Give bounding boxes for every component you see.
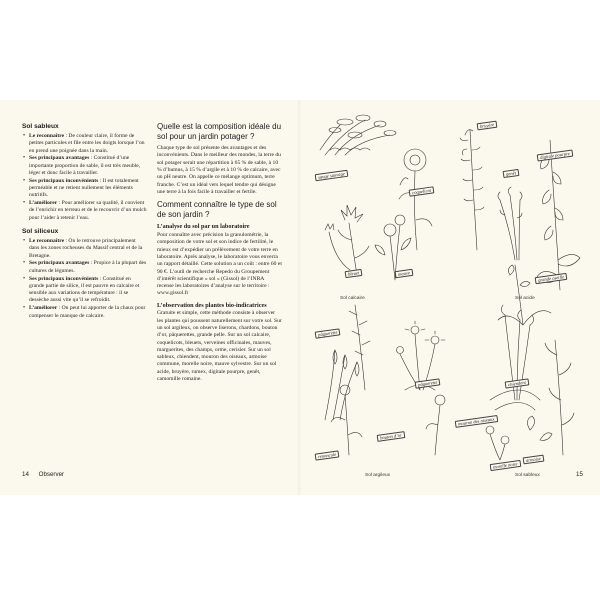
tag-genet: genêt (503, 169, 520, 178)
question-composition: Quelle est la composition idéale du sol pour un jardin potager ? (157, 122, 282, 141)
caption-sol-acide: Sol acide (515, 296, 535, 301)
plant-sauge-drawing (320, 115, 396, 155)
list-item (22, 260, 147, 275)
list-item (22, 276, 147, 305)
plant-bleuet-drawing (325, 205, 369, 275)
caption-sol-calcaire: Sol calcaire (340, 296, 365, 301)
book-spread (0, 100, 600, 495)
tag-coquelicot: coquelicot (409, 186, 435, 196)
caption-sol-argileux: Sol argileux (365, 473, 391, 478)
paragraph-composition: Chaque type de sol présente des avantages et des inconvénients. Dans le meilleur des mondes, la terre du sol potager serait une répartition à 65 % de sable, à 10 % d’humus, à 15 % d’argile et à 10 % de calcaire, avec un pH neutre. On appelle ce mélange optimum, terre franche. C’est un idéal vers lequel tendre qui désigne une terre à la fois facile à travailler et fertile. (157, 145, 281, 195)
tag-morelle: morelle noire (490, 460, 521, 471)
tag-armoise: armoise (523, 455, 545, 465)
subheading-observation: L’observation des plantes bio-indicatrices (157, 301, 267, 309)
middle-text-column (157, 122, 282, 387)
plant-bruyere-drawing (460, 130, 484, 250)
list-sol-sableux (22, 133, 147, 222)
item-text: : De couleur claire, il forme de petites particules et file entre les doigts lorsque l’on en prend une poignée dans la main. (29, 133, 145, 154)
tag-renoncule: renoncule (315, 450, 340, 460)
question-type-sol: Comment connaître le type de sol de son jardin ? (157, 200, 277, 219)
plant-coquelicot-drawing (399, 149, 432, 250)
item-text: : Constitué en grande partie de silice, il est pauvre en calcaire et sensible aux variations de température : il se dessèche aussi vite qu’il se refroidit. (29, 275, 140, 304)
plant-renoncule-drawing (331, 385, 445, 455)
plant-genet-drawing (498, 187, 522, 260)
caption-sol-sableux: Sol sableux (515, 473, 540, 478)
item-text: : Pour améliorer sa qualité, il convient de l’enrichir en terreau et de le recouvrir d’un mulch pour l’aider à retenir l’eau. (29, 200, 147, 221)
left-text-column (22, 123, 147, 324)
footer-left (22, 471, 64, 478)
section-sol-siliceux (22, 228, 147, 320)
item-label: Ses principaux avantages (29, 155, 90, 162)
item-label: L’améliorer (29, 305, 58, 312)
list-item (22, 155, 147, 177)
list-item (22, 238, 147, 260)
page-number-right: 15 (576, 471, 583, 478)
tag-argileux-1: pâquerette (315, 328, 341, 338)
tag-bruyere: bruyère (477, 121, 498, 131)
plant-sableux-drawing (486, 305, 574, 460)
page-gutter (298, 100, 302, 495)
item-label: Ses principaux inconvénients (29, 177, 99, 184)
tag-digitale: digitale pourpre (537, 150, 573, 162)
tag-chiendent: chiendent (505, 378, 530, 388)
tag-mauve: mauve (395, 269, 414, 278)
item-label: Ses principaux avantages (29, 260, 90, 267)
tag-paquerette: pâquerette (415, 378, 441, 388)
page-number-left: 14 (22, 471, 29, 478)
item-text: : Propice à la plupart des cultures de légumes. (29, 260, 147, 274)
plant-digitale-drawing (537, 140, 580, 290)
section-name: Observer (38, 471, 65, 478)
tag-bouton-or: bouton d’or (377, 431, 406, 442)
list-sol-siliceux (22, 238, 147, 320)
tag-sauge: sauge sauvage (315, 170, 349, 182)
paragraph-observation: Gratuite et simple, cette méthode consiste à observer les plantes qui poussent naturellement sur votre sol. Sur un sol argileux, on observe liserons, chardons, bouton d’or, pâquerettes, grande pelle. Sur un sol calcaire, coquelicots, bleuets, verveines officinales, mauves, marguerites, des champs, orme, cerisier. Sur un sol sableux, chiendent, mouron des oiseaux, armoise commune, morelle noire, mauve sylvestre. Sur un sol acide, bruyère, rumex, digitale pourpre, genêt, camomille romaine. (157, 310, 282, 382)
paragraph-analyse: Pour connaître avec précision la granulométrie, la composition de votre sol et son indice de fertilité, le mieux est d’expédier un prélèvement de votre terre en laboratoire. Après analyse, le laboratoire vous enverra un rapport détaillé. Cette solution a un coût : entre 60 et 90 €. L’outil de recherche Repedo du Groupement d’intérêt scientifique « sol » (Gissol) de l’INRA recense les laboratoires d’analyse sur le territoire : www.gissol.fr (157, 232, 282, 297)
item-label: L’améliorer (29, 200, 58, 207)
heading-sol-sableux: Sol sableux (22, 123, 59, 130)
item-label: Le reconnaître (29, 133, 65, 139)
item-label: Ses principaux inconvénients (29, 275, 99, 282)
plant-oseille-drawing (498, 265, 551, 325)
botanical-illustrations (305, 100, 600, 495)
item-text: : On peut lui apporter de la chaux pour compenser le manque de calcaire. (29, 305, 146, 319)
list-item (22, 200, 147, 222)
item-text: : On le retrouve principalement dans les zones rocheuses du Massif central et de la Bretagne. (29, 238, 143, 259)
heading-sol-siliceux: Sol siliceux (22, 228, 59, 236)
tag-mouron: mouron des oiseaux (455, 415, 498, 428)
list-item (22, 305, 147, 320)
item-label: Le reconnaître (29, 238, 65, 245)
tag-bleuet: bleuet (345, 269, 363, 278)
tag-oseille: grande oseille (535, 273, 568, 284)
list-item (22, 133, 147, 155)
item-text: : Il est totalement perméable et ne retient nullement les éléments nutritifs. (29, 177, 139, 199)
subheading-analyse: L’analyse du sol par un laboratoire (157, 223, 250, 231)
list-item (22, 178, 147, 200)
plant-argileux-drawing (325, 305, 370, 420)
item-text: : Constitué d’une importante proportion de sable, il est très meuble, léger et donc facile à travailler. (29, 155, 141, 176)
